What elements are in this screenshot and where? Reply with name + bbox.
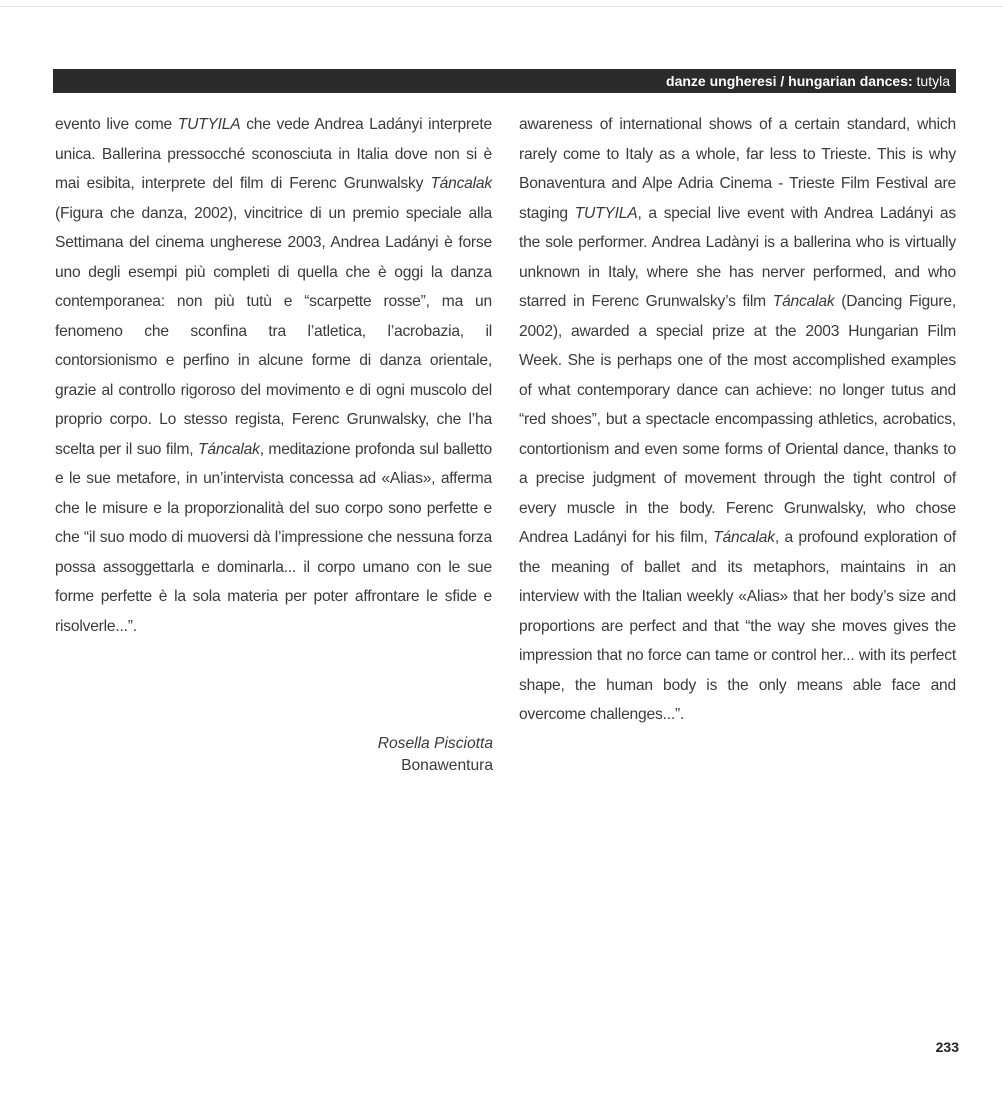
italic-title: TUTYILA bbox=[177, 116, 241, 133]
text-run: , a special live event with Andrea Ladányi as the sole performer. Andrea Ladànyi is a ballerina who is virtually unknown in Italy, where she has nerver performed, and who starred in Ferenc Grunwalsky’s film bbox=[519, 204, 956, 310]
left-column-italian bbox=[55, 110, 492, 641]
italic-title: Táncalak bbox=[198, 440, 260, 458]
italic-title: Táncalak bbox=[772, 293, 835, 310]
signature-name: Rosella Pisciotta bbox=[377, 735, 493, 752]
text-run: che vede Andrea Ladányi interprete unica. Ballerina pressocché sconosciuta in Italia dove non si è mai esibita, interprete del film di Ferenc Grunwalsky bbox=[55, 116, 492, 192]
text-run: , a profound exploration of the meaning of ballet and its metaphors, maintains in an interview with the Italian weekly «Alias» that her body’s size and proportions are perfect and that “the way she moves gives the impression that no force can tame or control her... with its perfect shape, the human body is the only means able face and overcome challenges...”. bbox=[519, 529, 956, 723]
text-run: (Figura che danza, 2002), vincitrice di un premio speciale alla Settimana del cinema ungherese 2003, Andrea Ladányi è forse uno degli esempi più completi di quella che è oggi la danza contemporanea: non più tutù e “scarpette rosse”, ma un fenomeno che sconfina tra l’atletica, l’acrobazia, il contorsionismo e perfino in alcune forme di danza orientale, grazie al controllo rigoroso del movimento e di ogni muscolo del proprio corpo. Lo stesso regista, Ferenc Grunwalsky, che l’ha scelta per il suo film, bbox=[55, 204, 492, 458]
top-rule bbox=[0, 6, 1003, 7]
text-run: (Dancing Figure, 2002), awarded a special prize at the 2003 Hungarian Film Week. She is perhaps one of the most accomplished examples of what contemporary dance can achieve: no longer tutus and “red shoes”, but a spectacle encompassing athletics, acrobatics, contortionism and even some forms of Oriental dance, thanks to a precise judgment of movement through the tight control of every muscle in the body. Ferenc Grunwalsky, who chose Andrea Ladányi for his film, bbox=[519, 293, 956, 546]
signature-block bbox=[300, 733, 493, 777]
right-column-english bbox=[519, 110, 956, 730]
right-column-text bbox=[519, 110, 956, 730]
italic-title: Táncalak bbox=[713, 529, 775, 546]
text-run: awareness of international shows of a certain standard, which rarely come to Italy as a whole, far less to Trieste. This is why Bonaventura and Alpe Adria Cinema - Trieste Film Festival are staging bbox=[519, 116, 956, 222]
left-column-text bbox=[55, 110, 492, 641]
header-section: danze ungheresi / hungarian dances: bbox=[666, 73, 913, 89]
italic-title: TUTYILA bbox=[574, 204, 638, 222]
text-run: , meditazione profonda sul balletto e le sue metafore, in un’intervista concessa ad «Alias», afferma che le misure e la proporzionalità del suo corpo sono perfette e che “il suo modo di muoversi dà l’impressione che nessuna forza possa assoggettarla e dominarla... il corpo umano con le sue forme perfette è la sola materia per poter affrontare le sfide e risolverle...”. bbox=[55, 440, 492, 635]
page-number: 233 bbox=[935, 1039, 959, 1055]
signature-organization: Bonawentura bbox=[401, 757, 493, 774]
header-subject: tutyla bbox=[916, 73, 950, 89]
italic-title: Táncalak bbox=[430, 175, 492, 192]
running-header bbox=[53, 69, 956, 93]
text-run: evento live come bbox=[55, 116, 178, 133]
